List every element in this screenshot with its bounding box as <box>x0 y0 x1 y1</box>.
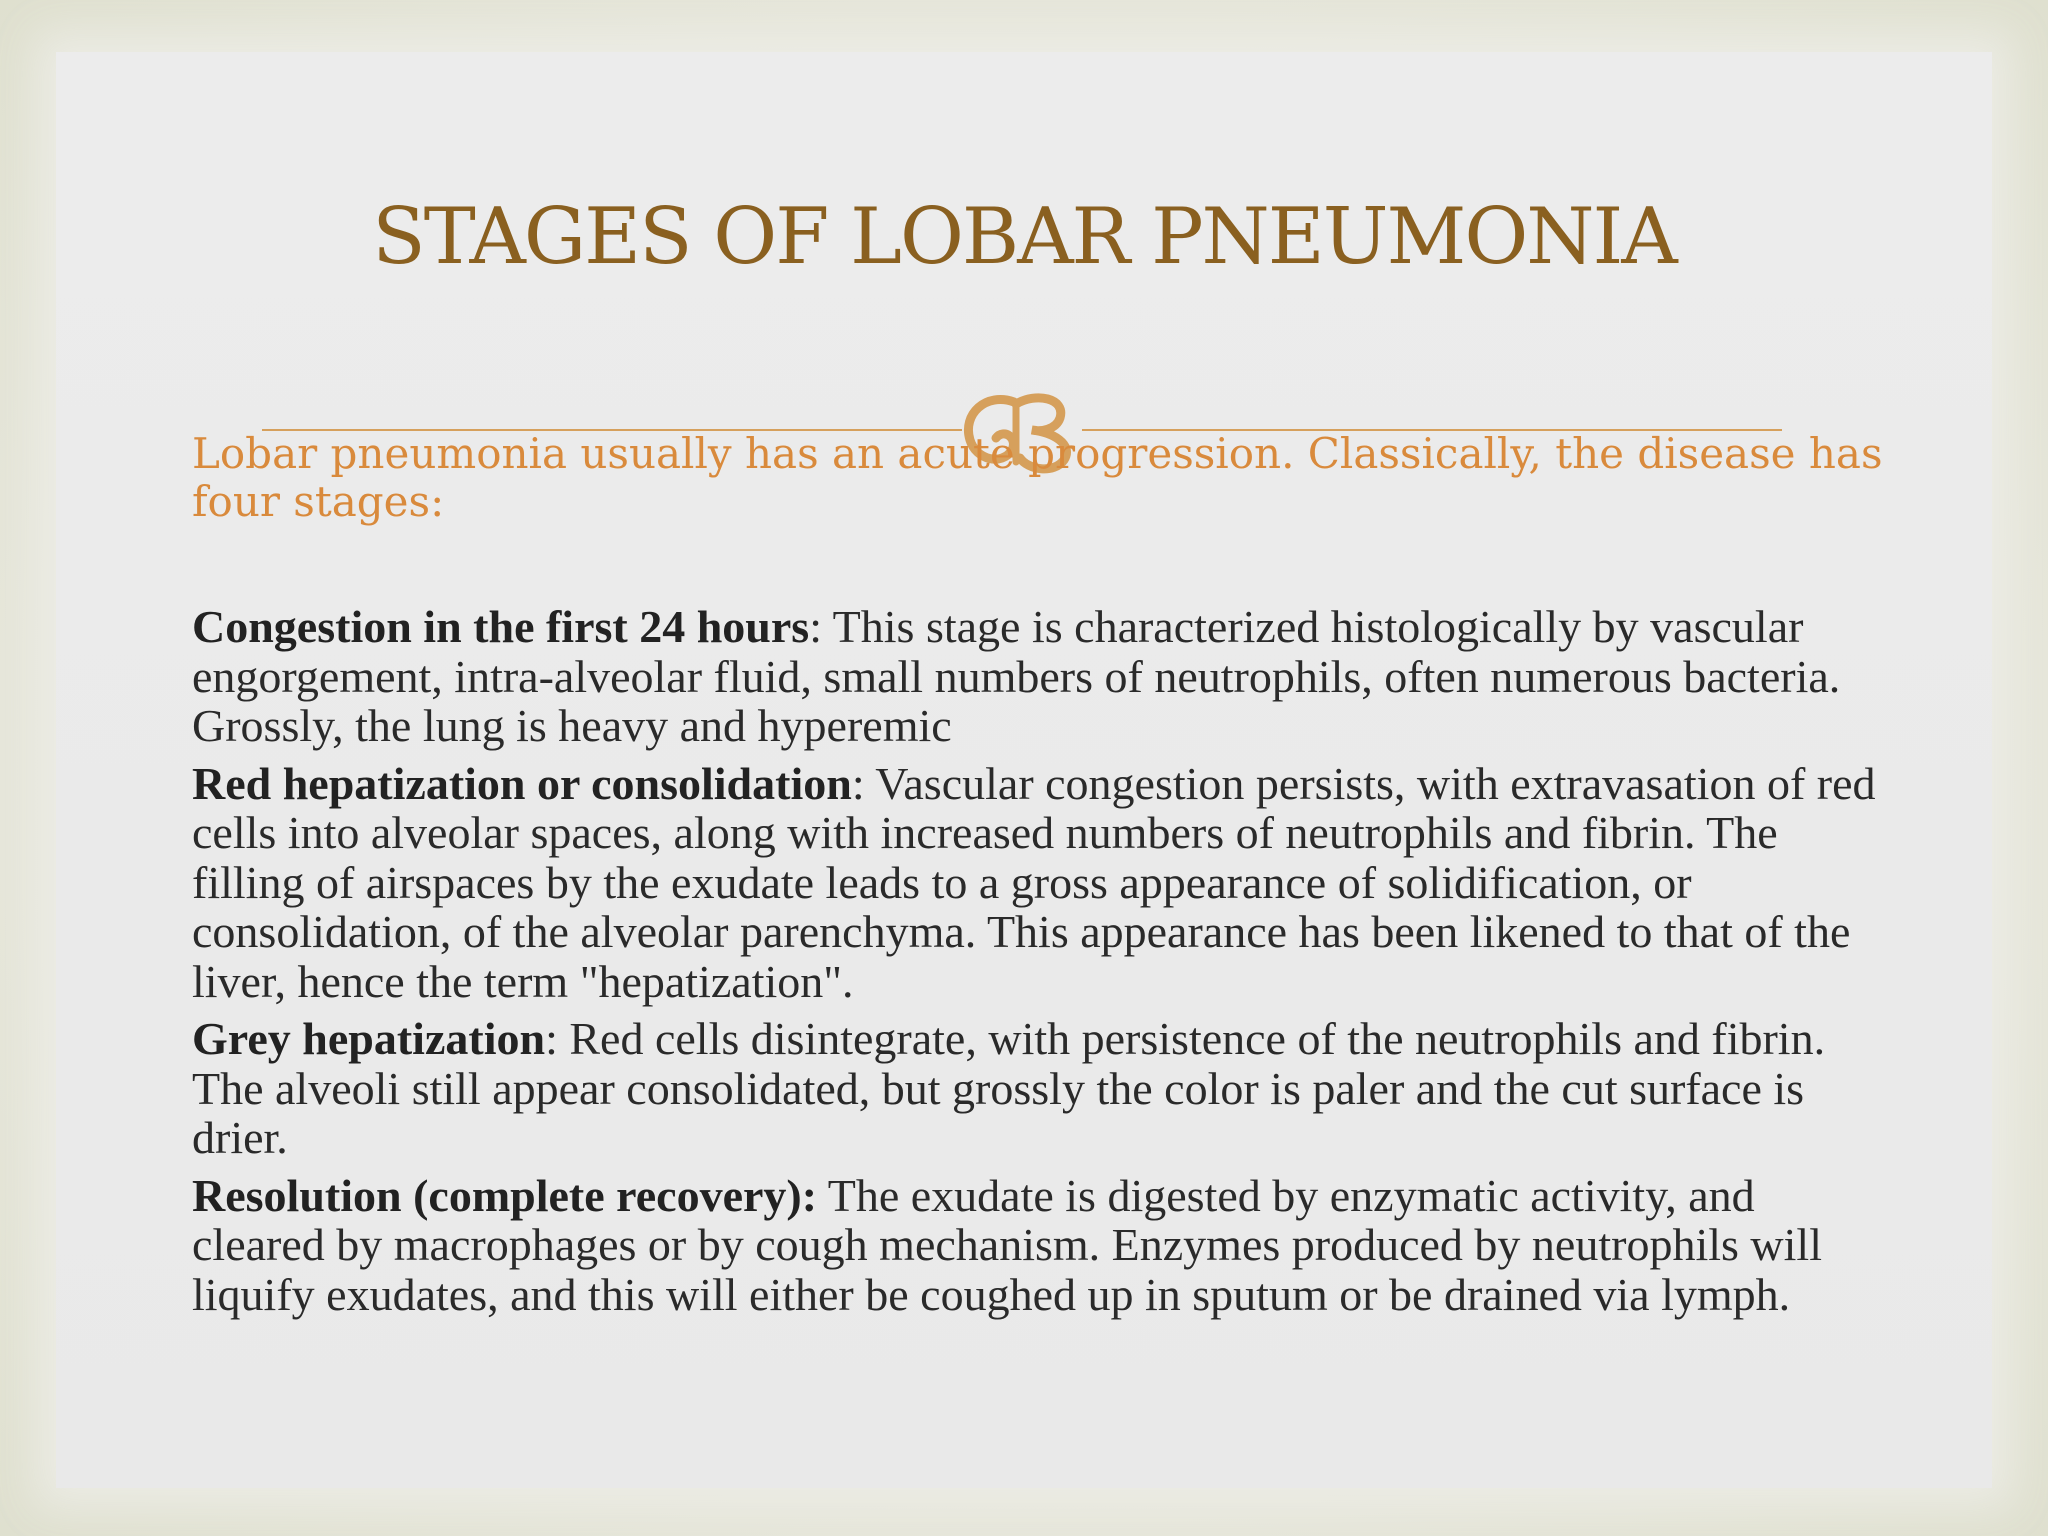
stage-term: Resolution (complete recovery): <box>192 1169 818 1221</box>
stage-separator: : <box>545 1013 558 1064</box>
intro-text: Lobar pneumonia usually has an acute progression. Classically, the disease has four stages: <box>192 429 1883 526</box>
stage-congestion <box>192 602 1882 751</box>
stage-term: Red hepatization or consolidation <box>192 757 852 809</box>
stage-term: Congestion in the first 24 hours <box>192 601 810 652</box>
stage-description: Vascular congestion persists, with extravasation of red cells into alveolar spaces, along with increased numbers of neutrophils and fibrin. The filling of airspaces by the exudate leads to a gross appearance of solidification, or consolidation, of the alveolar parenchyma. This appearance has been likened to that of the liver, hence the term "hepatization". <box>192 757 1876 1007</box>
stage-description: The exudate is digested by enzymatic activity, and cleared by macrophages or by cough mechanism. Enzymes produced by neutrophils will liquify exudates, and this will either be coughed up in sputum or be drained via lymph. <box>192 1169 1822 1320</box>
stage-description: This stage is characterized histologically by vascular engorgement, intra-alveolar fluid, small numbers of neutrophils, often numerous bacteria. Grossly, the lung is heavy and hyperemic <box>192 601 1841 751</box>
stage-separator: : <box>851 757 865 809</box>
stages-list <box>192 602 1882 1327</box>
stage-term: Grey hepatization <box>192 1013 546 1064</box>
stage-grey-hepatization <box>192 1014 1882 1163</box>
slide-title: STAGES OF LOBAR PNEUMONIA <box>372 192 1676 282</box>
stage-description: Red cells disintegrate, with persistence of the neutrophils and fibrin. The alveoli still appear consolidated, but grossly the color is paler and the cut surface is drier. <box>192 1013 1826 1163</box>
stage-separator: : <box>809 601 822 652</box>
stage-red-hepatization <box>192 759 1882 1007</box>
stage-resolution <box>192 1171 1882 1320</box>
